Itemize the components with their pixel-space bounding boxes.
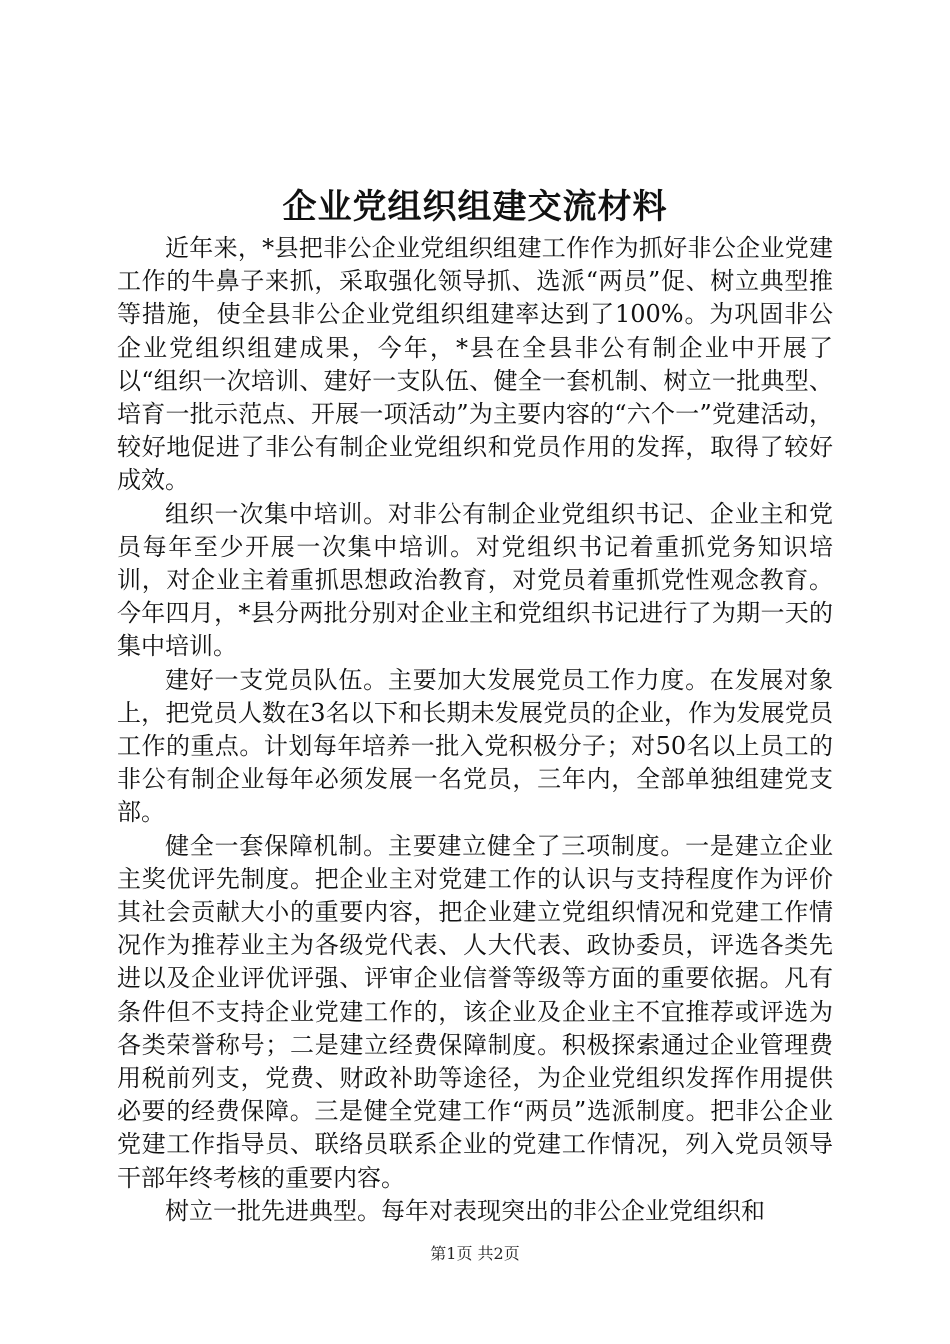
document-body (117, 232, 833, 1228)
paragraph-mechanism: 健全一套保障机制。主要建立健全了三项制度。一是建立企业主奖优评先制度。把企业主对党建工作的认识与支持程度作为评价其社会贡献大小的重要内容，把企业建立党组织情况和党建工作情况作为推荐业主为各级党代表、人大代表、政协委员，评选各类先进以及企业评优评强、评审企业信誉等级等方面的重要依据。凡有条件但不支持企业党建工作的，该企业及企业主不宜推荐或评选为各类荣誉称号；二是建立经费保障制度。积极探索通过企业管理费用税前列支，党费、财政补助等途径，为企业党组织发挥作用提供必要的经费保障。三是健全党建工作“两员”选派制度。把非公企业党建工作指导员、联络员联系企业的党建工作情况，列入党员领导干部年终考核的重要内容。 (117, 831, 833, 1192)
paragraph-team: 建好一支党员队伍。主要加大发展党员工作力度。在发展对象上，把党员人数在3名以下和长期未发展党员的企业，作为发展党员工作的重点。计划每年培养一批入党积极分子；对50名以上员工的非公有制企业每年必须发展一名党员，三年内，全部单独组建党支部。 (117, 665, 833, 827)
paragraph-intro: 近年来，*县把非公企业党组织组建工作作为抓好非公企业党建工作的牛鼻子来抓，采取强化领导抓、选派“两员”促、树立典型推等措施，使全县非公企业党组织组建率达到了100%。为巩固非公企业党组织组建成果，今年，*县在全县非公有制企业中开展了以“组织一次培训、建好一支队伍、健全一套机制、树立一批典型、培育一批示范点、开展一项活动”为主要内容的“六个一”党建活动，较好地促进了非公有制企业党组织和党员作用的发挥，取得了较好成效。 (117, 234, 833, 495)
paragraph-models: 树立一批先进典型。每年对表现突出的非公企业党组织和 (165, 1196, 765, 1225)
page-number-footer: 第1页 共2页 (430, 1244, 520, 1263)
document-title: 企业党组织组建交流材料 (282, 187, 668, 227)
paragraph-training: 组织一次集中培训。对非公有制企业党组织书记、企业主和党员每年至少开展一次集中培训。对党组织书记着重抓党务知识培训，对企业主着重抓思想政治教育，对党员着重抓党性观念教育。今年四月，*县分两批分别对企业主和党组织书记进行了为期一天的集中培训。 (117, 499, 833, 661)
